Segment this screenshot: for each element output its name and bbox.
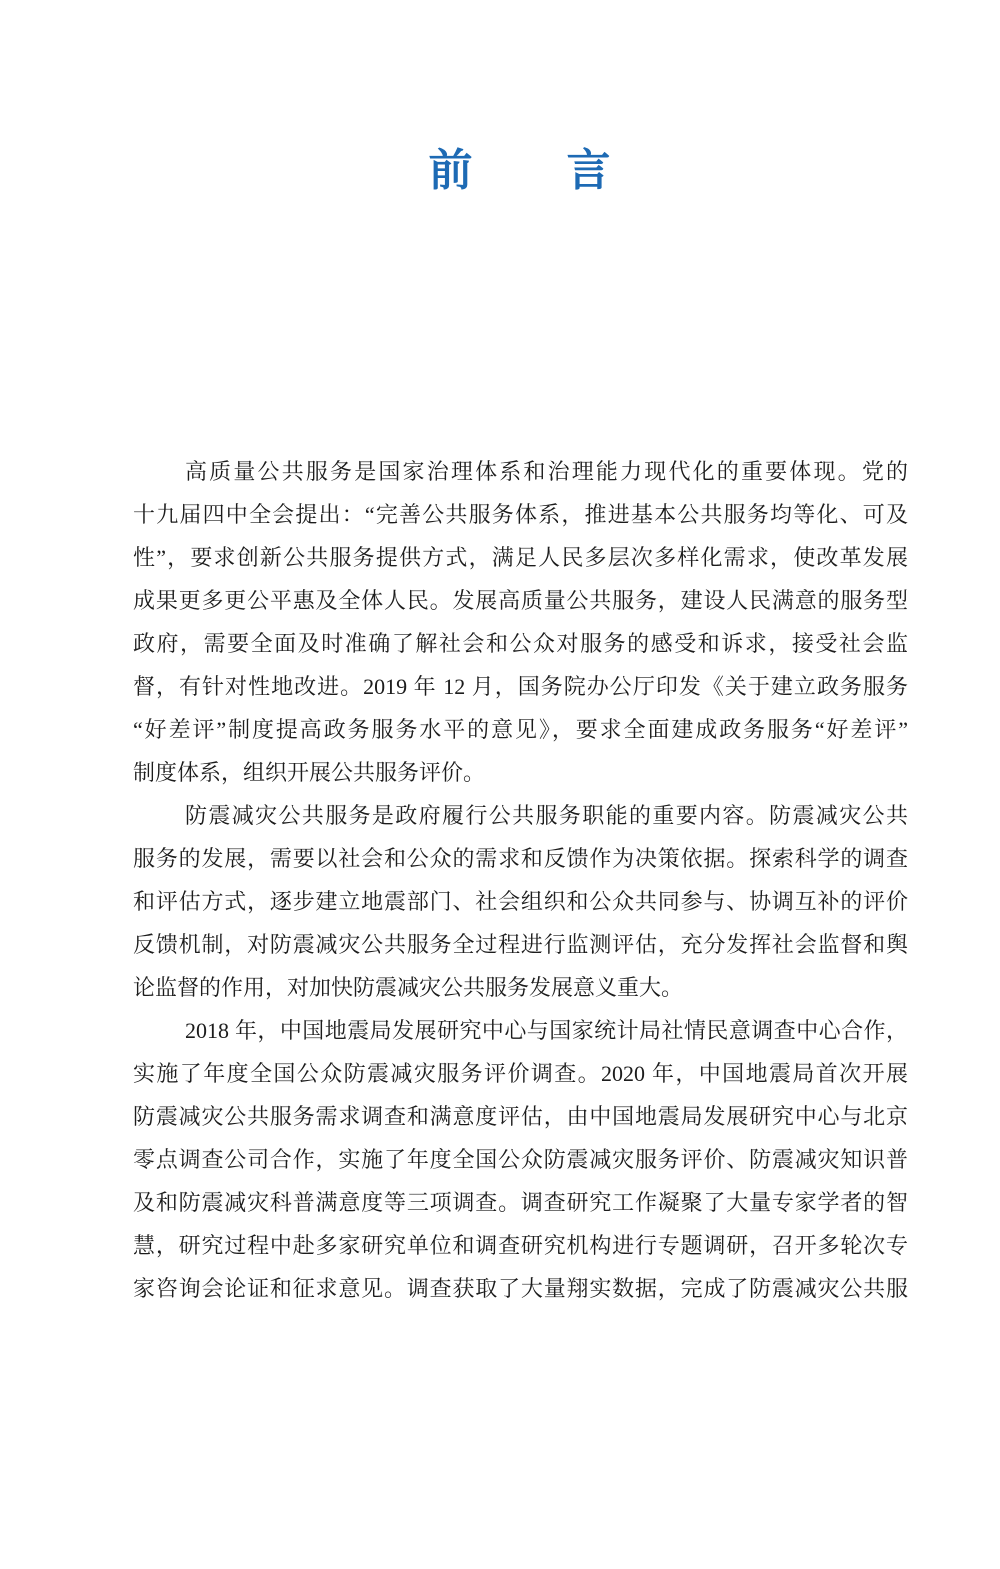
text-line: 防震减灾公共服务需求调查和满意度评估，由中国地震局发展研究中心与北京 bbox=[133, 1104, 908, 1130]
text-line: 性”，要求创新公共服务提供方式，满足人民多层次多样化需求，使改革发展 bbox=[133, 545, 908, 571]
text-line: 政府，需要全面及时准确了解社会和公众对服务的感受和诉求，接受社会监 bbox=[133, 631, 908, 657]
paragraph-1 bbox=[133, 450, 908, 794]
text-line: 防震减灾公共服务是政府履行公共服务职能的重要内容。防震减灾公共 bbox=[185, 803, 908, 829]
text-line: 制度体系，组织开展公共服务评价。 bbox=[133, 760, 486, 786]
text-line: 督，有针对性地改进。2019 年 12 月，国务院办公厅印发《关于建立政务服务 bbox=[133, 674, 908, 700]
text-line: 高质量公共服务是国家治理体系和治理能力现代化的重要体现。党的 bbox=[185, 459, 908, 485]
text-line: 反馈机制，对防震减灾公共服务全过程进行监测评估，充分发挥社会监督和舆 bbox=[133, 932, 908, 958]
text-line: 家咨询会论证和征求意见。调查获取了大量翔实数据，完成了防震减灾公共服 bbox=[133, 1276, 908, 1302]
text-line: “好差评”制度提高政务服务水平的意见》，要求全面建成政务服务“好差评” bbox=[133, 717, 908, 743]
text-line: 十九届四中全会提出：“完善公共服务体系，推进基本公共服务均等化、可及 bbox=[133, 502, 908, 528]
paragraph-3 bbox=[133, 1009, 908, 1310]
paragraph-2 bbox=[133, 794, 908, 1009]
text-line: 2018 年，中国地震局发展研究中心与国家统计局社情民意调查中心合作， bbox=[185, 1018, 908, 1044]
body-text bbox=[133, 450, 908, 1310]
text-line: 实施了年度全国公众防震减灾服务评价调查。2020 年，中国地震局首次开展 bbox=[133, 1061, 908, 1087]
text-line: 和评估方式，逐步建立地震部门、社会组织和公众共同参与、协调互补的评价 bbox=[133, 889, 908, 915]
text-line: 零点调查公司合作，实施了年度全国公众防震减灾服务评价、防震减灾知识普 bbox=[133, 1147, 908, 1173]
text-line: 服务的发展，需要以社会和公众的需求和反馈作为决策依据。探索科学的调查 bbox=[133, 846, 908, 872]
preface-page bbox=[0, 148, 1000, 1569]
text-line: 慧，研究过程中赴多家研究单位和调查研究机构进行专题调研，召开多轮次专 bbox=[133, 1233, 908, 1259]
text-line: 及和防震减灾科普满意度等三项调查。调查研究工作凝聚了大量专家学者的智 bbox=[133, 1190, 908, 1216]
text-line: 论监督的作用，对加快防震减灾公共服务发展意义重大。 bbox=[133, 975, 684, 1001]
text-line: 成果更多更公平惠及全体人民。发展高质量公共服务，建设人民满意的服务型 bbox=[133, 588, 908, 614]
page-title: 前 言 bbox=[428, 146, 613, 195]
